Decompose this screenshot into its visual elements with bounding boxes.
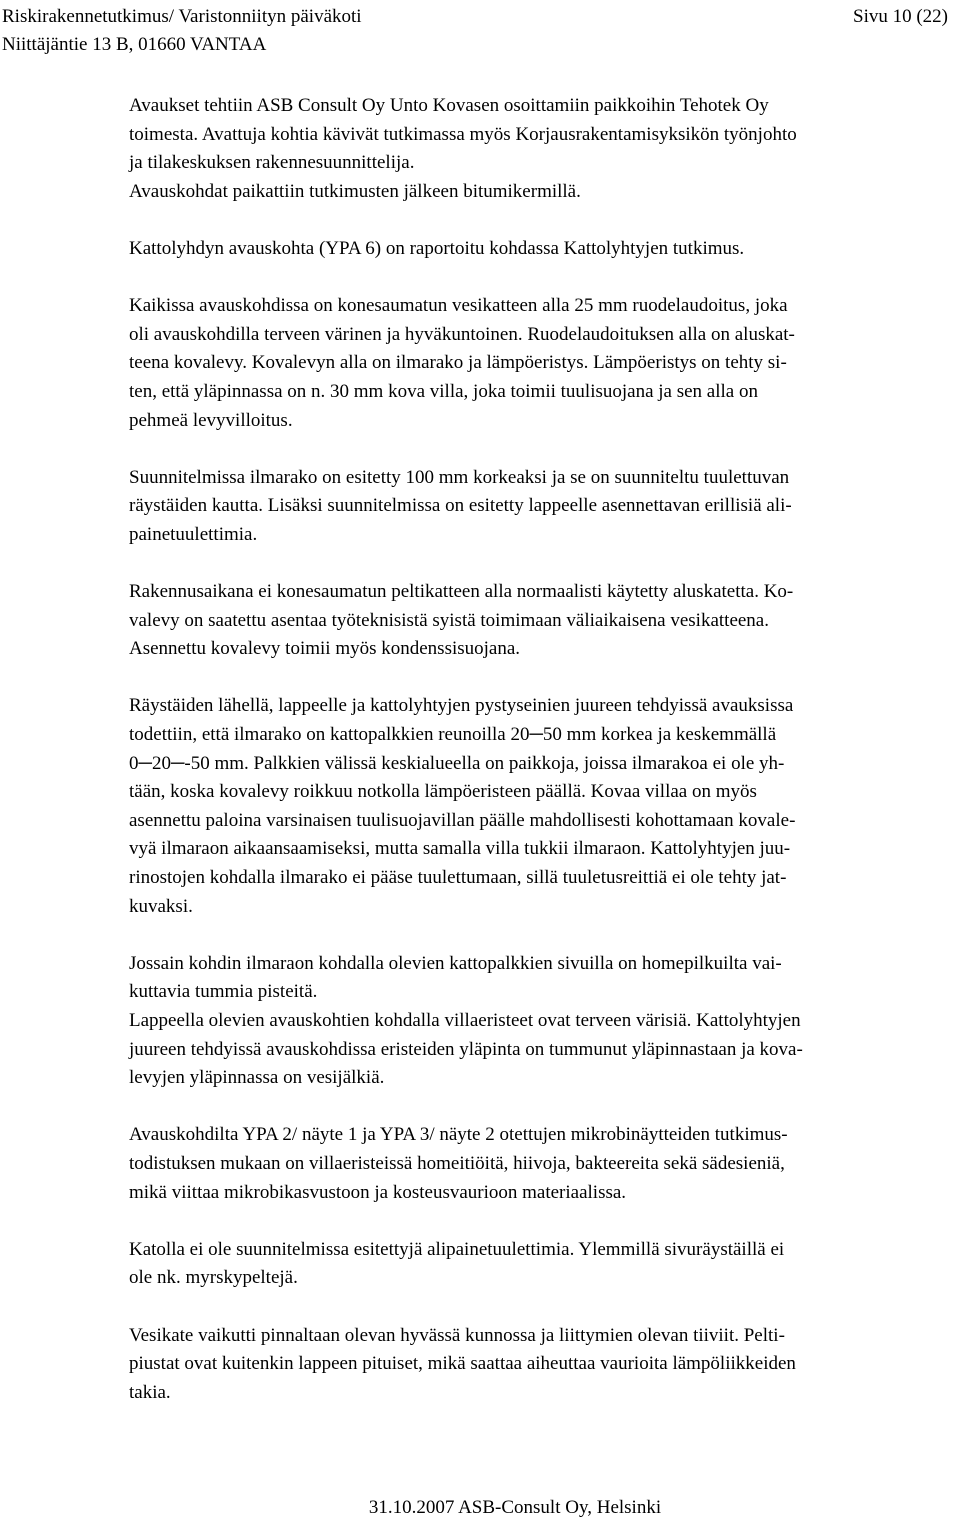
text-line: Räystäiden lähellä, lappeelle ja kattolyhtyjen pystyseinien juureen tehdyissä avauksissa [129, 695, 794, 717]
text-line: Vesikate vaikutti pinnaltaan olevan hyvässä kunnossa ja liittymien olevan tiiviit. Pelti- [129, 1324, 785, 1346]
paragraph-plans [129, 464, 955, 550]
text-line: Lappeella olevien avauskohtien kohdalla villaeristeet ovat terveen värisiä. Kattolyhtyjen [129, 1010, 801, 1031]
text-line: ten, että yläpinnassa on n. 30 mm kova villa, joka toimii tuulisuojana ja sen alla on [129, 380, 758, 402]
text-line: juureen tehdyissä avauskohdissa eristeiden yläpinta on tummunut yläpinnastaan ja kova- [129, 1038, 803, 1060]
text-line: Suunnitelmissa ilmarako on esitetty 100 mm korkeaksi ja se on suunniteltu tuulettuvan [129, 466, 790, 488]
text-line: asennettu paloina varsinaisen tuulisuojavillan päälle mahdollisesti kohottamaan kovale- [129, 809, 796, 831]
text-line: kuttavia tummia pisteitä. [129, 981, 318, 1003]
paragraph-insulation [129, 1007, 955, 1093]
paragraph-microbes [129, 1121, 955, 1207]
document-body [129, 92, 955, 1436]
text-line: piustat ovat kuitenkin lappeen pituiset, mikä saattaa aiheuttaa vaurioita lämpöliikkeiden [129, 1353, 796, 1375]
text-line: oli avauskohdilla terveen värinen ja hyväkuntoinen. Ruodelaudoituksen alla on aluskat- [129, 323, 795, 345]
text-line: toimesta. Avattuja kohtia kävivät tutkimassa myös Korjausrakentamisyksikön työnjohto [129, 123, 797, 145]
paragraph-air-gap [129, 692, 955, 921]
paragraph-roofing-condition [129, 1322, 955, 1408]
text-line: Avauskohdilta YPA 2/ näyte 1 ja YPA 3/ näyte 2 otettujen mikrobinäytteiden tutkimus- [129, 1124, 788, 1146]
text-line: rinostojen kohdalla ilmarako ei pääse tuulettumaan, sillä tuuletusreittiä ei ole tehty jat- [129, 867, 787, 889]
text-line: pehmeä levyvilloitus. [129, 409, 293, 431]
header-address: Niittäjäntie 13 B, 01660 VANTAA [2, 34, 267, 55]
text-line: 0─20─-50 mm. Palkkien välissä keskialueella on paikkoja, joissa ilmarakoa ei ole yh- [129, 752, 785, 774]
text-line: Kaikissa avauskohdissa on konesaumatun vesikatteen alla 25 mm ruodelaudoitus, joka [129, 295, 788, 317]
header-project-title: Riskirakennetutkimus/ Varistonniityn päiväkoti [2, 6, 362, 27]
text-line: räystäiden kautta. Lisäksi suunnitelmissa on esitetty lappeelle asennettavan erillisiä ali- [129, 495, 792, 517]
paragraph-structure [129, 292, 955, 435]
text-line: todistuksen mukaan on villaeristeissä homeitiöitä, hiivoja, bakteereita sekä sädesieniä, [129, 1152, 785, 1174]
text-line: painetuulettimia. [129, 523, 258, 545]
text-line: levyjen yläpinnassa on vesijälkiä. [129, 1067, 385, 1089]
text-line: ja tilakeskuksen rakennesuunnittelija. [129, 152, 415, 174]
text-line: teena kovalevy. Kovalevyn alla on ilmarako ja lämpöeristys. Lämpöeristys on tehty si- [129, 352, 787, 374]
text-line: valevy on saatettu asentaa työteknisistä syistä toimimaan väliaikaisena vesikatteena. [129, 609, 769, 631]
text-line: tään, koska kovalevy roikkuu notkolla lämpöeristeen päällä. Kovaa villaa on myös [129, 781, 757, 803]
page-footer: 31.10.2007 ASB-Consult Oy, Helsinki [368, 1497, 662, 1518]
text-line: Jossain kohdin ilmaraon kohdalla olevien kattopalkkien sivuilla on homepilkuilta vai- [129, 952, 782, 974]
text-line: Kattolyhdyn avauskohta (YPA 6) on raportoitu kohdassa Kattolyhtyjen tutkimus. [129, 237, 745, 259]
text-line: Katolla ei ole suunnitelmissa esitettyjä alipainetuulettimia. Ylemmillä sivuräystäillä ei [129, 1238, 785, 1260]
paragraph-openings [129, 92, 955, 206]
paragraph-skylight [129, 235, 955, 264]
text-line: mikä viittaa mikrobikasvustoon ja kosteusvaurioon materiaalissa. [129, 1181, 627, 1203]
page-number: Sivu 10 (22) [853, 6, 948, 27]
text-line: vyä ilmaraon aikaansaamiseksi, mutta samalla villa tukkii ilmaraon. Kattolyhtyjen juu- [129, 838, 791, 860]
text-line: Rakennusaikana ei konesaumatun peltikatteen alla normaalisti käytetty aluskatetta. Ko- [129, 581, 794, 603]
paragraph-dark-spots [129, 950, 955, 1007]
text-line: kuvaksi. [129, 895, 193, 917]
text-line: ole nk. myrskypeltejä. [129, 1267, 298, 1289]
header-address-block [2, 3, 362, 59]
text-line: Asennettu kovalevy toimii myös kondenssisuojana. [129, 638, 521, 660]
text-line: Avaukset tehtiin ASB Consult Oy Unto Kovasen osoittamiin paikkoihin Tehotek Oy [129, 95, 769, 116]
text-line: takia. [129, 1381, 171, 1403]
paragraph-construction-era [129, 578, 955, 664]
text-line: todettiin, että ilmarako on kattopalkkien reunoilla 20─50 mm korkea ja keskemmällä [129, 724, 777, 746]
text-line: Avauskohdat paikattiin tutkimusten jälkeen bitumikermillä. [129, 180, 581, 202]
paragraph-ventilators [129, 1236, 955, 1293]
